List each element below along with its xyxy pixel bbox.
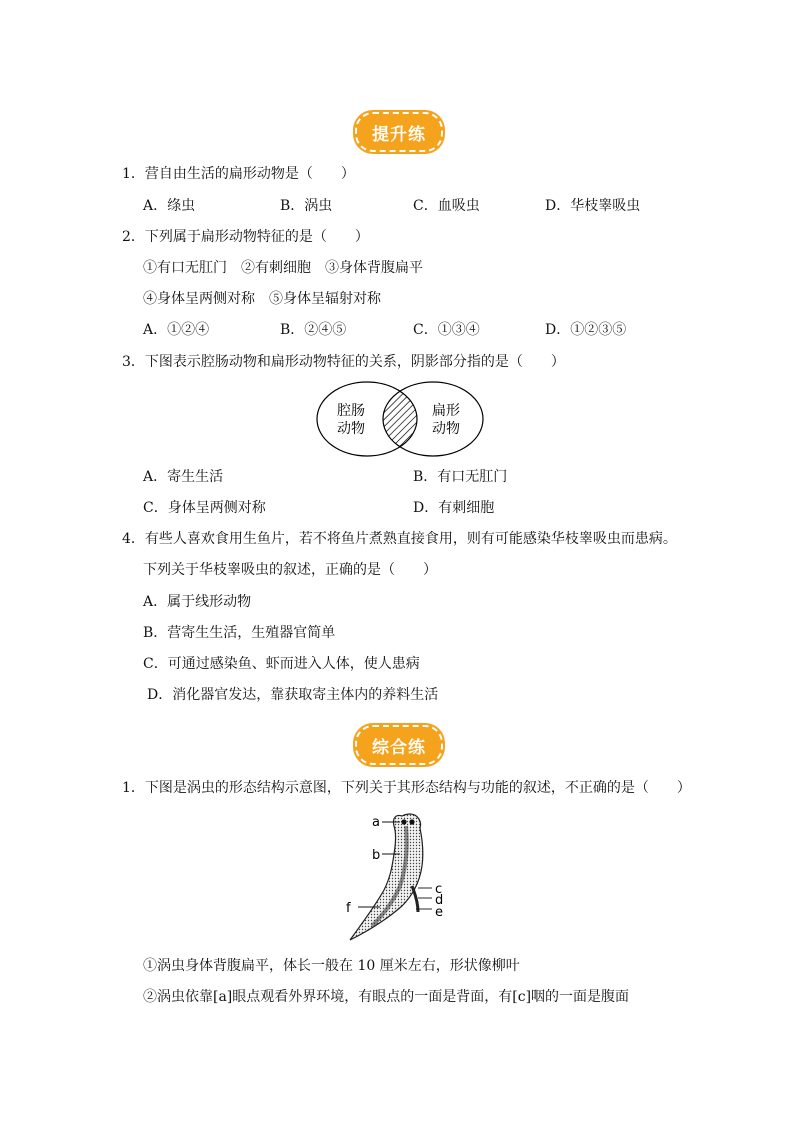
venn-left-label-1: 腔肠: [337, 403, 365, 419]
q2-option-a: A．①②④: [143, 322, 210, 338]
planarian-diagram: [340, 808, 460, 948]
q4-option-d: D．消化器官发达，靠获取寄主体内的养料生活: [147, 687, 439, 703]
q4-option-a: A．属于线形动物: [143, 594, 252, 610]
q3-option-b: B．有口无肛门: [413, 469, 508, 485]
q2-stem: 2．下列属于扁形动物特征的是（ ）: [122, 229, 369, 245]
q1-option-b: B．涡虫: [280, 198, 333, 214]
venn-right-label-1: 扁形: [432, 403, 460, 419]
section-title: 提升练: [372, 124, 426, 145]
eye-spot: [409, 819, 414, 824]
venn-diagram: [312, 378, 488, 460]
q3-option-c: C．身体呈两侧对称: [143, 500, 266, 516]
q1-stem: 1．营自由生活的扁形动物是（ ）: [122, 166, 355, 182]
q4-stem: 4．有些人喜欢食用生鱼片，若不将鱼片煮熟直接食用，则有可能感染华枝睾吸虫而患病。: [122, 531, 677, 547]
q3-stem: 3．下图表示腔肠动物和扁形动物特征的关系，阴影部分指的是（ ）: [122, 354, 565, 370]
c1-statement-2: ②涡虫依靠[a]眼点观看外界环境，有眼点的一面是背面，有[c]咽的一面是腹面: [143, 989, 630, 1005]
section-title: 综合练: [372, 737, 426, 758]
venn-right-label-2: 动物: [432, 421, 460, 437]
q1-option-d: D．华枝睾吸虫: [545, 198, 641, 214]
diagram-label-a: a: [372, 815, 380, 830]
q3-option-a: A．寄生生活: [143, 469, 224, 485]
planarian-body: [350, 814, 423, 940]
q1-option-c: C．血吸虫: [413, 198, 480, 214]
q4-stem-2: 下列关于华枝睾吸虫的叙述，正确的是（ ）: [143, 562, 437, 578]
diagram-label-d: d: [435, 893, 444, 908]
q2-option-b: B．②④⑤: [280, 322, 347, 338]
diagram-label-f: f: [346, 901, 351, 916]
diagram-label-e: e: [435, 905, 443, 920]
c1-statement-1: ①涡虫身体背腹扁平，体长一般在 10 厘米左右，形状像柳叶: [143, 958, 520, 974]
q2-statements-line1: ①有口无肛门 ②有刺细胞 ③身体背腹扁平: [143, 260, 423, 276]
eye-spot: [401, 819, 406, 824]
section-badge-comprehensive: [355, 725, 443, 765]
diagram-label-b: b: [372, 848, 381, 863]
planarian-pharynx: [412, 886, 418, 912]
q1-option-a: A．绦虫: [143, 198, 196, 214]
q2-option-c: C．①③④: [413, 322, 480, 338]
q2-statements-line2: ④身体呈两侧对称 ⑤身体呈辐射对称: [143, 291, 381, 307]
q4-option-b: B．营寄生生活，生殖器官简单: [143, 625, 336, 641]
section-badge-upgrade: [355, 112, 443, 152]
q4-option-c: C．可通过感染鱼、虾而进入人体，使人患病: [143, 656, 420, 672]
diagram-label-c: c: [435, 882, 443, 897]
q2-option-d: D．①②③⑤: [545, 322, 627, 338]
c1-stem: 1．下图是涡虫的形态结构示意图，下列关于其形态结构与功能的叙述，不正确的是（ ）: [122, 780, 691, 796]
venn-left-label-2: 动物: [337, 421, 365, 437]
q3-option-d: D．有刺细胞: [413, 500, 495, 516]
